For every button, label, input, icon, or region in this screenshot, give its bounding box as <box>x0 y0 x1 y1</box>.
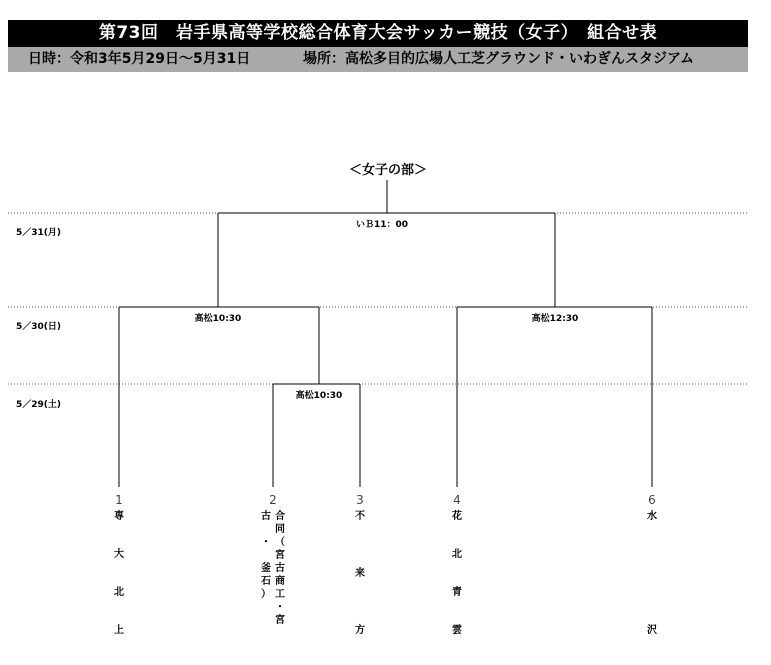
seed-4: 4 <box>453 493 461 507</box>
page-title: 第73回 岩手県高等学校総合体育大会サッカー競技（女子） 組合せ表 <box>8 20 748 47</box>
team-3-name: 不 来 方 <box>355 511 365 636</box>
match-first-round: 高松10:30 <box>295 391 343 401</box>
seed-3: 3 <box>356 493 364 507</box>
team-6-name: 水 沢 <box>647 511 657 636</box>
date-day1: 5／29(土) <box>16 400 62 410</box>
seed-2: 2 <box>269 493 277 507</box>
seed-6: 6 <box>648 493 656 507</box>
date-day2: 5／30(日) <box>16 322 62 332</box>
event-dates: 日時：令和3年5月29日～5月31日 <box>28 51 251 67</box>
seed-1: 1 <box>115 493 123 507</box>
match-final: いＢ11：00 <box>355 220 409 230</box>
team-4-name: 花 北 青 雲 <box>452 511 462 636</box>
team-1-name: 専 大 北 上 <box>114 511 124 636</box>
team-2-name: 合 同 （ 宮 古 商 工 ・ 宮 古 ・ 釜 石 ） <box>261 511 285 626</box>
match-semi-right: 高松12:30 <box>531 314 579 324</box>
section-title: ＜女子の部＞ <box>349 163 428 178</box>
date-day3: 5／31(月) <box>16 228 62 238</box>
event-venue: 場所：高松多目的広場人工芝グラウンド・いわぎんスタジアム <box>303 51 695 67</box>
match-semi-left: 高松10:30 <box>194 314 242 324</box>
